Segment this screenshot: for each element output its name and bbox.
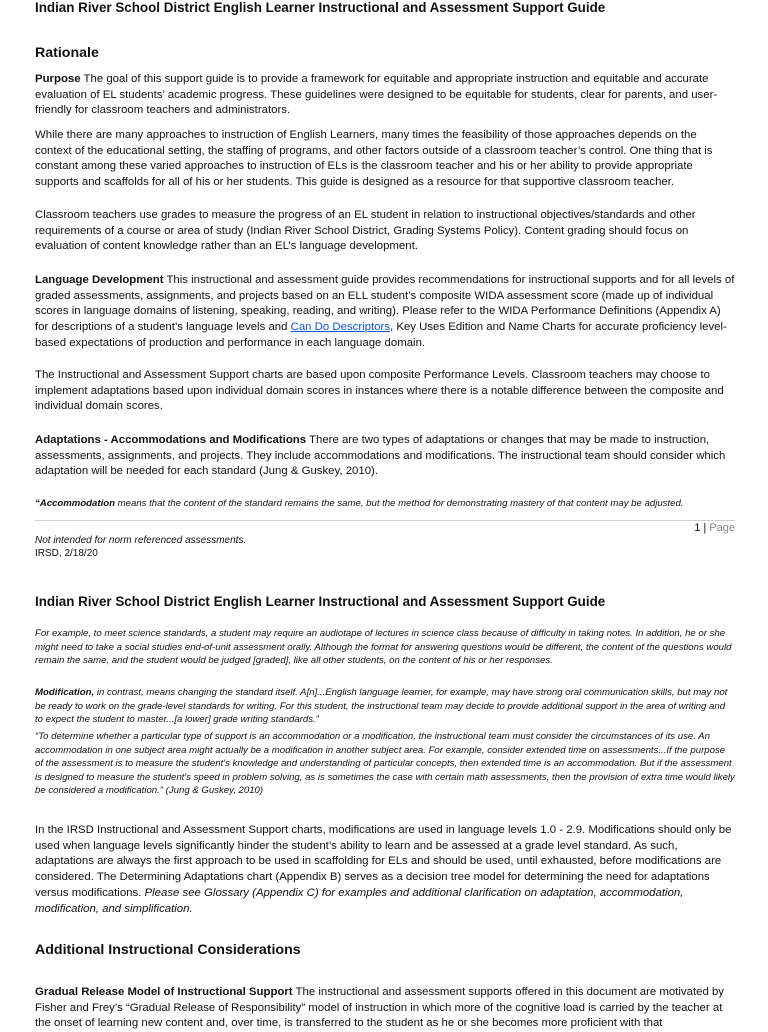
language-development-label: Language Development bbox=[35, 274, 164, 286]
can-do-descriptors-link[interactable]: Can Do Descriptors bbox=[290, 321, 391, 334]
purpose-paragraph bbox=[35, 72, 735, 119]
irsd-paragraph bbox=[35, 823, 735, 917]
page-2 bbox=[35, 594, 735, 610]
determine-quote-text: “To determine whether a particular type of support is an accommodation or a modification, the instructional team must consider the circumstances of its use. An accommodation in one subject area might actually be a modification in another subject area. For example, consider extended time on assessments...If the purpose of the assessment is to measure the student's knowledge and understanding of particular concepts, then extended time is an accommodation. But if the assessment is designed to measure the student's speed in problem solving, as is sometimes the case with certain math assessments, then the provision of extra time would likely be considered a modification.” (Jung & Guskey, 2010) bbox=[35, 731, 735, 797]
modification-label: Modification, bbox=[35, 687, 95, 698]
rationale-heading: Rationale bbox=[35, 45, 99, 61]
purpose-text: The goal of this support guide is to provide a framework for equitable and appropriate instruction and equitable and accurate evaluation of EL students’ academic progress. These guidelines were designed to be equitable for students, clear for parents, and user-friendly for classroom teachers and administrators. bbox=[35, 73, 718, 117]
gradual-release-paragraph bbox=[35, 985, 735, 1032]
irsd-text: In the IRSD Instructional and Assessment Support charts, modifications are used in language levels 1.0 - 2.9. Modifications should only be used when language levels significantly hinder the student’s ability to learn and be assessed at a grade level standard. As such, adaptations are always the first approach to be used in scaffolding for ELs and should be used, until exhausted, before modifications are considered. The Determining Adaptations chart (Appendix B) serves as a decision tree model for determining the need for adaptations versus modifications. bbox=[35, 824, 732, 899]
accommodation-quote bbox=[35, 497, 735, 511]
page-1 bbox=[35, 0, 735, 16]
document-title-page-2: Indian River School District English Learner Instructional and Assessment Support Guide bbox=[35, 594, 606, 609]
accommodation-text: means that the content of the standard remains the same, but the method for demonstrating mastery of that content may be adjusted. bbox=[114, 498, 684, 509]
footer-note: Not intended for norm referenced assessments. bbox=[35, 535, 247, 546]
page-number-separator: | bbox=[700, 522, 710, 534]
accommodation-label: “Accommodation bbox=[35, 498, 115, 509]
grades-paragraph bbox=[35, 208, 735, 255]
footer-divider bbox=[35, 520, 735, 521]
page-footer bbox=[35, 534, 735, 560]
footer-date: IRSD, 2/18/20 bbox=[35, 548, 98, 559]
page-number-value: 1 bbox=[694, 522, 701, 534]
grades-text: Classroom teachers use grades to measure the progress of an EL student in relation to instructional objectives/standards and other requirements of a course or area of study (Indian River School District, Grading Systems Policy). Content grading should focus on evaluation of content knowledge rather than an EL’s language development. bbox=[35, 209, 696, 253]
language-development-paragraph bbox=[35, 273, 735, 352]
charts-paragraph bbox=[35, 368, 735, 415]
approaches-text: While there are many approaches to instruction of English Learners, many times the feasibility of those approaches depends on the context of the educational setting, the staffing of programs, and other factors outside of a classroom teacher’s control. One thing that is constant among these varied approaches to instruction of ELs is the classroom teacher and his or her ability to provide appropriate supports and scaffolds for all of his or her students. This guide is designed as a resource for that supportive classroom teacher. bbox=[35, 129, 713, 189]
language-development-text-after: , Key Uses Edition and Name Charts for accurate proficiency level-based expectations of production and performance in each language domain. bbox=[35, 321, 727, 349]
page-number bbox=[35, 522, 735, 534]
adaptations-text: There are two types of adaptations or changes that may be made to instruction, assessments, assignments, and projects. They include accommodations and modifications. The instructional team should consider which adaptation will be needed for each standard (Jung & Guskey, 2010). bbox=[35, 434, 726, 478]
document-title: Indian River School District English Learner Instructional and Assessment Support Guide bbox=[35, 0, 606, 15]
example-quote-text: For example, to meet science standards, a student may require an audiotape of lectures in science class because of difficulty in taking notes. In addition, he or she might need to take a social studies end-of-unit assessment orally. Although the format for answering questions would be different, the content of the questions would remain the same, and the student would be judged [graded], like all other students, on the content of his or her responses. bbox=[35, 628, 732, 667]
irsd-italic-text: Please see Glossary (Appendix C) for examples and additional clarification on adaptation, accommodation, modification, and simplification. bbox=[35, 886, 684, 915]
approaches-paragraph bbox=[35, 128, 735, 191]
additional-considerations-section bbox=[35, 941, 735, 959]
determine-quote bbox=[35, 730, 735, 798]
modification-quote bbox=[35, 686, 735, 727]
gradual-release-label: Gradual Release Model of Instructional Support bbox=[35, 986, 293, 998]
purpose-label: Purpose bbox=[35, 73, 81, 85]
gradual-release-text: The instructional and assessment supports offered in this document are motivated by Fisher and Frey’s “Gradual Release of Responsibility” model of instruction in which more of the cognitive load is carried by the teacher at the onset of learning new content and, over time, is transferred to the student as he or she becomes more proficient with that bbox=[35, 986, 724, 1030]
rationale-section bbox=[35, 44, 735, 62]
adaptations-paragraph bbox=[35, 433, 735, 480]
page-label: Page bbox=[709, 522, 735, 534]
modification-text: in contrast, means changing the standard itself. A[n]...English language learner, for example, may have strong oral communication skills, but may not be ready to work on the grade-level standards for writing. For this student, the instructional team may decide to provide additional support in the area of writing and to expect the student to master...[a lower] grade writing standards.” bbox=[35, 687, 728, 726]
additional-considerations-heading: Additional Instructional Considerations bbox=[35, 942, 301, 958]
language-development-text-before: This instructional and assessment guide provides recommendations for instructional supports and for all levels of graded assessments, assignments, and projects based on an ELL student’s composite WIDA assessment score (made up of individual scores in language domains of listening, speaking, reading, and writing). Please refer to the WIDA Performance Definitions (Appendix A) for descriptions of a student’s language levels and bbox=[35, 274, 735, 334]
example-quote bbox=[35, 627, 735, 668]
adaptations-label: Adaptations - Accommodations and Modifications bbox=[35, 434, 307, 446]
charts-text: The Instructional and Assessment Support charts are based upon composite Performance Levels. Classroom teachers may choose to implement adaptations based upon individual domain scores in instances where there is a notable difference between the composite and individual domain scores. bbox=[35, 369, 724, 413]
